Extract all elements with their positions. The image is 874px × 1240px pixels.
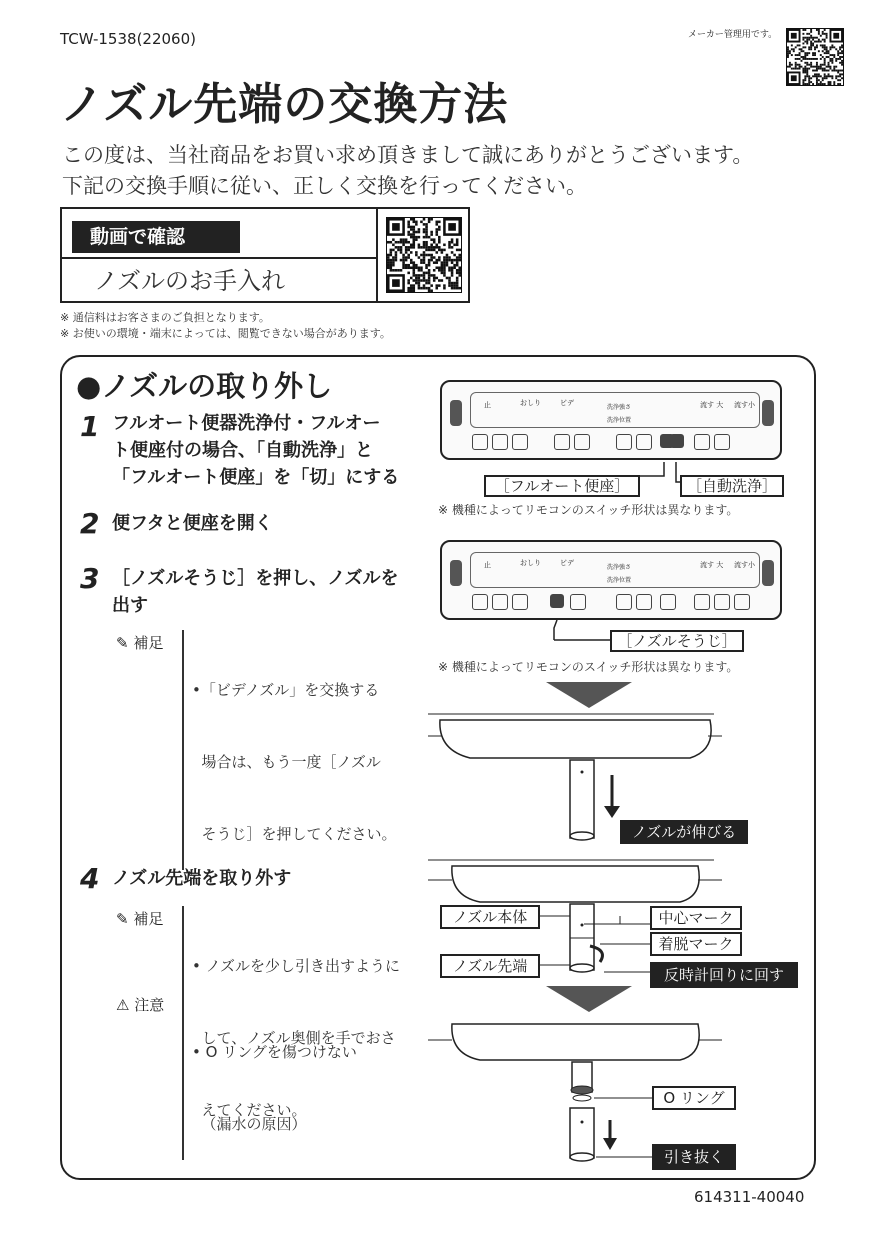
flush-small-label: 流す小 [734,401,755,409]
video-link-text[interactable]: ノズルのお手入れ [94,267,286,295]
step-2-number: 2 [80,507,100,540]
note-line: そうじ］を押してください。 [192,825,397,843]
step-3-number: 3 [80,562,100,595]
wash-position-label: 洗浄位置 [607,417,632,424]
step-line: 出す [112,595,148,616]
step-2-text: 便フタと便座を開く [112,513,273,534]
nozzle-body-label: ノズル本体 [440,905,540,929]
note-line: ※ お使いの環境・端末によっては、閲覧できない場合があります。 [60,327,391,340]
auto-seat-label: ［フルオート便座］ [484,475,640,497]
warning-icon: ⚠ [116,996,130,1014]
flush-large-label: 流す 大 [700,561,724,569]
center-mark-label: 中心マーク [650,906,742,930]
video-badge: 動画で確認 [72,221,240,253]
note-line: ※ 通信料はお客さまのご負担となります。 [60,311,270,324]
oshiri-button-label: おしり [520,559,541,567]
step-line: フルオート便器洗浄付・フルオー [112,413,381,434]
model-number: TCW-1538(22060) [60,30,196,48]
step-4-number: 4 [80,862,100,895]
note-line: • O リングを傷つけない [192,1043,357,1061]
step-line: 「フルオート便座」を「切」にする [112,467,400,488]
auto-flush-label: ［自動洗浄］ [680,475,784,497]
note-label-text: 補足 [133,910,164,928]
pull-out-label: 引き抜く [652,1144,736,1170]
flush-large-label: 流す 大 [700,401,724,409]
oshiri-button-label: おしり [520,399,541,407]
down-arrow-icon [546,682,632,708]
step-4-text: ノズル先端を取り外す [112,868,292,889]
stop-button-label: 止 [484,401,491,409]
intro-line-2: 下記の交換手順に従い、正しく交換を行ってください。 [62,174,587,198]
note-line: •「ビデノズル」を交換する [192,681,380,699]
pencil-icon: ✎ [116,910,129,928]
note-line: • ノズルを少し引き出すように [192,957,401,975]
pencil-icon: ✎ [116,634,129,652]
rotate-ccw-label: 反時計回りに回す [650,962,798,988]
wash-position-label: 洗浄位置 [607,577,632,584]
stop-button-label: 止 [484,561,491,569]
wash-power-label: 洗浄強さ [607,564,632,571]
document-number: 614311-40040 [694,1188,805,1206]
step-line: ［ノズルそうじ］を押し、ノズルを [112,568,399,589]
switch-note-1: ※ 機種によってリモコンのスイッチ形状は異なります。 [438,503,739,517]
note-line: 場合は、もう一度［ノズル [192,753,381,771]
flush-small-label: 流す小 [734,561,755,569]
down-arrow-icon [546,986,632,1012]
page-title: ノズル先端の交換方法 [60,79,509,130]
nozzle-clean-label: ［ノズルそうじ］ [610,630,744,652]
nozzle-extends-label: ノズルが伸びる [620,820,748,844]
down-arrow-icon [603,1138,617,1150]
switch-note-2: ※ 機種によってリモコンのスイッチ形状は異なります。 [438,660,739,674]
step-line: ト便座付の場合、「自動洗浄」と [112,440,373,461]
step-1-number: 1 [80,410,100,443]
note-label-text: 補足 [133,634,164,652]
qr-note: メーカー管理用です。 [688,30,778,40]
bidet-button-label: ビデ [560,399,574,407]
bidet-button-label: ビデ [560,559,574,567]
section-title: ●ノズルの取り外し [76,369,333,403]
caution-label-text: 注意 [134,996,165,1014]
nozzle-tip-label: ノズル先端 [440,954,540,978]
note-line: して、ノズル奥側を手でおさ [192,1029,396,1047]
intro-line-1: この度は、当社商品をお買い求め頂きまして誠にありがとうございます。 [62,143,754,167]
note-line: えてください。 [192,1101,307,1119]
down-arrow-icon [604,806,620,818]
detach-mark-label: 着脱マーク [650,932,742,956]
note-line: （漏水の原因） [192,1115,307,1133]
o-ring-label: O リング [652,1086,736,1110]
wash-power-label: 洗浄強さ [607,404,632,411]
